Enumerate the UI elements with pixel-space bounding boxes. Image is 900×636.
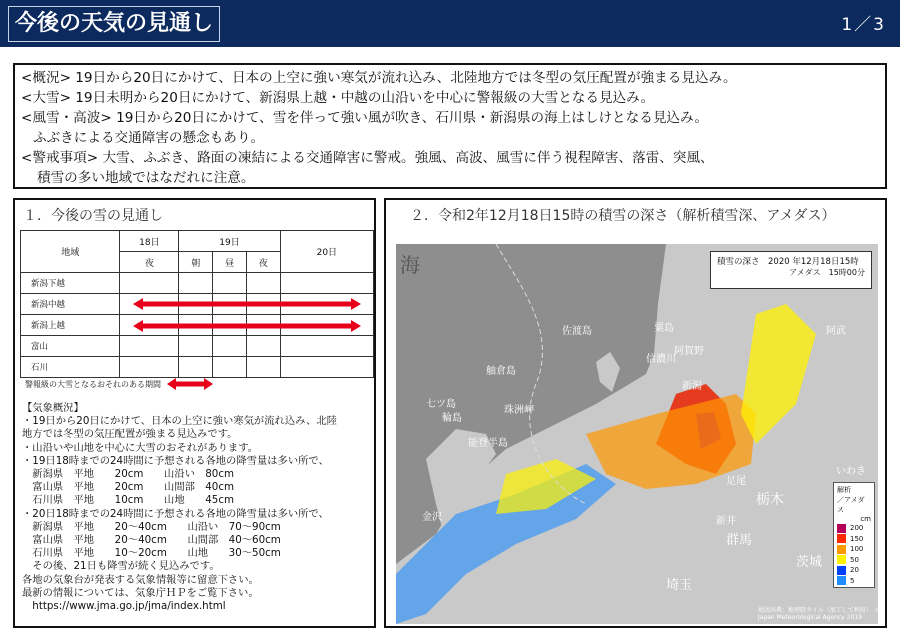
period-header: 朝 (179, 252, 213, 273)
swatch-150 (837, 534, 846, 543)
swatch-5 (837, 576, 846, 585)
note-line: 新潟県 平地 20cm 山沿い 80cm (22, 468, 235, 481)
region-cell: 新潟下越 (21, 273, 120, 294)
legend-arrow-icon (167, 378, 213, 390)
arrow-legend (25, 378, 213, 390)
snow-outlook-panel (13, 198, 376, 628)
map-label: 佐渡島 (562, 326, 592, 337)
map-label: 阿武 (826, 326, 846, 337)
warning-period-arrows (15, 200, 375, 400)
header-bar (0, 0, 900, 47)
scale-value: 50 (850, 555, 859, 564)
note-line: 各地の気象台が発表する気象情報等に留意下さい。 (22, 573, 259, 586)
region-header: 地域 (21, 231, 120, 273)
note-line: 富山県 平地 20cm 山間部 40cm (22, 481, 235, 494)
map-label: 舳倉島 (486, 366, 516, 377)
period-header: 夜 (246, 252, 280, 273)
scale-unit: cm (860, 515, 871, 523)
map-label: 栃木 (756, 492, 784, 508)
region-cell: 石川 (21, 357, 120, 378)
note-line: その後、21日も降雪が続く見込みです。 (22, 560, 220, 573)
note-line: 石川県 平地 10cm 山地 45cm (22, 494, 235, 507)
region-cell: 新潟上越 (21, 315, 120, 336)
period-header: 昼 (213, 252, 247, 273)
note-line: 富山県 平地 20～40cm 山間部 40～60cm (22, 534, 281, 547)
map-label: 新潟 (682, 381, 702, 392)
note-line: 最新の情報については、気象庁ＨＰをご覧下さい。 (22, 586, 259, 599)
map-label: 群馬 (726, 533, 753, 548)
map-label: 海 (400, 253, 420, 277)
map-label: 輪島 (442, 413, 462, 424)
scale-title: 解析 (837, 486, 851, 494)
map-label: 七ツ島 (426, 399, 456, 410)
weather-notes (22, 402, 337, 613)
scale-value: 5 (850, 576, 855, 585)
summary-line: <風雪・高波> 19日から20日にかけて、雪を伴って強い風が吹き、石川県・新潟県の海上はしけとなる見込み。 (21, 110, 709, 126)
region-cell: 富山 (21, 336, 120, 357)
map-label: 足尾 (726, 476, 746, 487)
note-line: ・19日18時までの24時間に予想される各地の降雪量は多い所で、 (22, 454, 329, 467)
note-line: ・19日から20日にかけて、日本の上空に強い寒気が流れ込み、北陸 (22, 415, 337, 428)
snow-depth-panel (384, 198, 887, 628)
snow-depth-map (396, 244, 878, 624)
map-legend (710, 251, 872, 289)
map-label: 阿賀野 (674, 346, 704, 357)
legend-label: 警報級の大雪となるおそれのある期間 (25, 379, 161, 389)
period-header: 夜 (120, 252, 179, 273)
map-credit: 地図出典：地理院タイル（加工して利用） © Japan Meteorological Agency 2019 (758, 607, 881, 621)
map-label: 茨城 (796, 555, 823, 570)
swatch-100 (837, 545, 846, 554)
map-label: 金沢 (422, 512, 442, 523)
scale-value: 100 (850, 545, 864, 554)
note-line: 新潟県 平地 20～40cm 山沿い 70～90cm (22, 520, 281, 533)
warning-arrow-chuetsu (133, 298, 361, 310)
swatch-50 (837, 555, 846, 564)
note-line: 【気象概況】 (22, 402, 84, 414)
note-line: https://www.jma.go.jp/jma/index.html (22, 600, 226, 613)
color-scale (833, 482, 875, 588)
map-label: 能登半島 (468, 438, 508, 449)
summary-line: <大雪> 19日未明から20日にかけて、新潟県上越・中越の山沿いを中心に警報級の大雪となる見込み。 (21, 90, 655, 106)
panel-title: ２．令和2年12月18日15時の積雪の深さ（解析積雪深、アメダス） (410, 208, 836, 224)
day-header: 19日 (179, 231, 280, 252)
map-label: 信濃川 (646, 354, 676, 365)
note-line: ・山沿いや山地を中心に大雪のおそれがあります。 (22, 441, 259, 454)
map-label: 埼玉 (666, 578, 693, 593)
map-label: 粟島 (654, 323, 674, 334)
summary-line: <警戒事項> 大雪、ふぶき、路面の凍結による交通障害に警戒。強風、高波、風雪に伴う視程障害、落雷、突風、 (21, 150, 714, 166)
day-header: 20日 (280, 231, 373, 273)
page-title: 今後の天気の見通し (8, 6, 220, 42)
panel-title: １．今後の雪の見通し (23, 208, 163, 224)
map-legend-title: 積雪の深さ 2020 年12月18日15時 (717, 257, 859, 267)
day-header: 18日 (120, 231, 179, 252)
summary-box (13, 63, 887, 189)
swatch-20 (837, 566, 846, 575)
scale-value: 200 (850, 524, 864, 533)
map-label: 新井 (716, 516, 736, 527)
scale-subtitle: ／アメダス (837, 496, 865, 514)
scale-value: 150 (850, 534, 864, 543)
note-line: 地方では冬型の気圧配置が強まる見込みです。 (22, 428, 238, 441)
note-line: ・20日18時までの24時間に予想される各地の降雪量は多い所で、 (22, 507, 329, 520)
scale-value: 20 (850, 566, 859, 575)
page-number: 1／3 (841, 15, 886, 35)
map-legend-amedas: アメダス 15時00分 (789, 268, 865, 277)
region-cell: 新潟中越 (21, 294, 120, 315)
summary-line: <概況> 19日から20日にかけて、日本の上空に強い寒気が流れ込み、北陸地方では冬型の気圧配置が強まる見込み。 (21, 70, 737, 86)
note-line: 石川県 平地 10～20cm 山地 30～50cm (22, 547, 281, 560)
map-label: いわき (836, 466, 866, 477)
map-label: 珠洲岬 (504, 405, 534, 416)
swatch-200 (837, 524, 846, 533)
summary-line: ふぶきによる交通障害の懸念もあり。 (33, 130, 265, 146)
warning-arrow-joetsu (133, 320, 361, 332)
summary-line: 積雪の多い地域ではなだれに注意。 (37, 170, 255, 186)
